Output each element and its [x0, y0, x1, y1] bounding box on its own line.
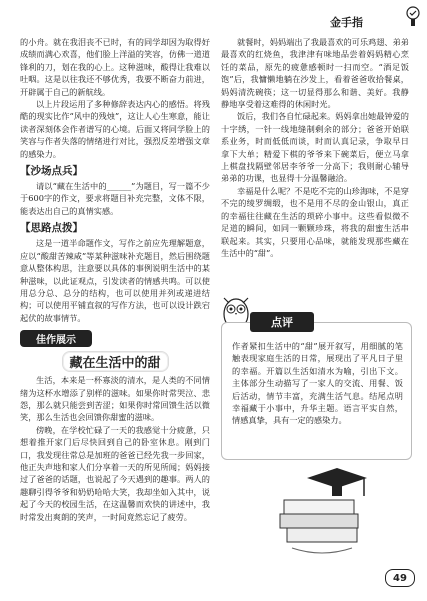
intro-paragraph-tail: 的小舟。就在我泪丧不已时，有的同学却因为取得好成绩而满心欢喜，他们脸上洋溢的笑容，仿佛一道道锋利的刀，划在我的心上。这种滋味，酸得让我难以吐咽。这是以往我还不够优秀，我要不断奋力前进，开辟属于自己的新航线。 — [20, 37, 210, 97]
right-column — [221, 36, 409, 259]
task-paragraph: 请以“藏在生活中的______”为题目，写一篇不少于600字的作文，要求将题目补充完整，文体不限，能表达出自己的真情实感。 — [20, 181, 210, 216]
story-paragraph-3: 就餐时，妈妈端出了我最喜欢的可乐鸡翅、弟弟最喜欢的红烧鱼，我津津有味地品尝着妈妈精心烹饪的菜品，原先的疲惫感顿时一扫而空。“酒足饭饱”后，我慵懒地躺在沙发上，看着爸爸收拾餐桌，妈妈清洗碗筷；这一切显得那么和谐、美好。我静静地享受着这难得的休闲时光。 — [221, 37, 409, 110]
left-column — [20, 36, 210, 523]
story-paragraph-2: 傍晚，在学校忙碌了一天的我感觉十分疲惫，只想着推开家门后尽快回到自己的卧室休息。刚到门口，我发现往常总是加班的爸爸已经先我一步回家，他正失声地和家人们分享着一天的所见所闻；妈妈接过了爸爸的话题，也说起了今天遇到的趣事。两人的趣聊引得爷爷和奶奶哈哈大笑，我却坐如入其中，说起了今天的校园生活，在这温馨而欢快的讲述中，我时常发出爽朗的笑声，一时间竟然忘记了疲劳。 — [20, 424, 210, 522]
header-label: 金手指 — [330, 16, 363, 29]
analysis-paragraph: 以上片段运用了多种修辞表达内心的感悟。将残酷的现实比作“风中的残烛”，这让人心生寒意，能让读者深刻体会作者谱写的心境。后面又将同学脸上的笑容与作者失落的情绪进行对比，强烈反差增强文章的感染力。 — [20, 99, 210, 159]
story-title: 藏在生活中的甜 — [62, 351, 169, 372]
guide-paragraph: 这是一道半命题作文，写作之前应先理解题意，应以“酸甜苦辣咸”等某种滋味补充题目，然后围绕题意从整体构思，注意要以具体的事例说明生活中的某种滋味，以此证观点，引发读者的情感共鸣。可以使用总分总、总分的结构，也可以使用并列或递进结构；可以使用平铺直叙的写作方法，也可以设计跌宕起伏的故事情节。 — [20, 238, 210, 323]
comment-text: 作者紧扣生活中的“甜”展开叙写，用细腻的笔触表现家庭生活的日常，展现出了平凡日子里的幸福。开篇以生活如清水为喻，引出下文。主体部分生动描写了一家人的交流、用餐、饭后活动，情节丰富，充满生活气息。结尾点明幸福藏于小事中，升华主题。语言平实自然，情感真挚，具有一定的感染力。 — [232, 341, 403, 426]
story-paragraph-5: 幸福是什么呢？不是吃不完的山珍海味，不是穿不完的绫罗绸缎，也不是用不尽的金山银山，真正的幸福往往藏在生活的琐碎小事中。这些看似微不足道的瞬间，如同一颗颗珍珠，将我的甜蜜生活串联起来。其实，只要用心品味，就能发现那些藏在生活中的“甜”。 — [221, 185, 409, 258]
story-paragraph-1: 生活，本来是一杯寡淡的清水，是人类的不同情绪为这杯水增添了别样的滋味。如果你时常哭泣、悲怨，那么就只能尝到苦涩；如果你时常回馈生活以微笑，那么生活也会回馈你甜蜜的滋味。 — [20, 375, 210, 423]
section-title-guide: 【思路点拨】 — [20, 222, 83, 235]
showcase-ribbon: 佳作展示 — [20, 330, 92, 347]
comment-box — [221, 316, 412, 460]
books-graduation-cap-icon — [262, 458, 377, 560]
story-paragraph-4: 饭后，我们各自忙碌起来。妈妈拿出她最钟爱的十字绣，一针一线地缝制剩余的部分；爸爸开始联系业务，时而低低而谈，时而认真记录，争取早日拿下大单；精爱下棋的爷爷来下碗菜后，便立马拿上棋盘找隔壁邻居李爷爷一分高下；我则耐心辅导弟弟的功课，也显得十分温馨融洽。 — [221, 111, 409, 184]
finger-logo-icon — [405, 6, 421, 28]
section-title-task: 【沙场点兵】 — [20, 165, 83, 178]
page-number: 49 — [385, 569, 415, 587]
comment-label: 点评 — [250, 312, 314, 332]
